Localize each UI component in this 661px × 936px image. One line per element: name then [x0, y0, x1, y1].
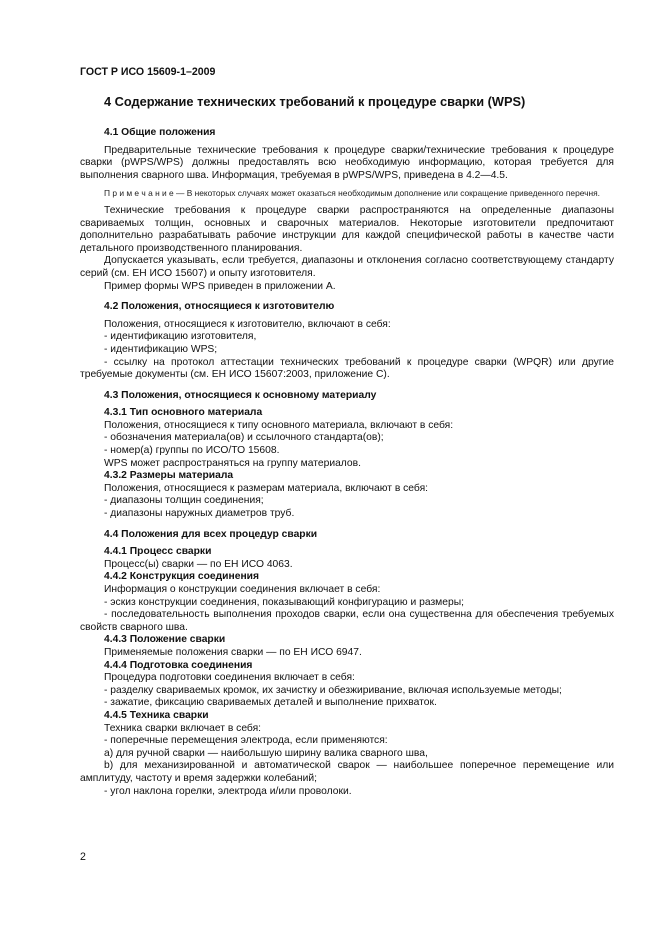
list-item: - диапазоны наружных диаметров труб.: [104, 508, 295, 520]
paragraph: Процесс(ы) сварки — по ЕН ИСО 4063.: [104, 558, 293, 570]
list-item: - поперечные перемещения электрода, если применяются:: [104, 735, 388, 747]
section-4-4-5-title: 4.4.5 Техника сварки: [104, 709, 209, 721]
section-4-4-2-title: 4.4.2 Конструкция соединения: [104, 571, 260, 583]
list-item: - эскиз конструкции соединения, показывающий конфигурацию и размеры;: [104, 596, 464, 608]
paragraph: Техника сварки включает в себя:: [104, 722, 262, 734]
section-4-3-2-title: 4.3.2 Размеры материала: [104, 470, 234, 482]
paragraph: Предварительные технические требования к процедуре сварки/технические требования к процедуре сварки (pWPS/WPS) должны предоставлять всю необходимую информацию, которая требуется для выполнения сварного шва. Информация, требуемая в pWPS/WPS, приведена в 4.2—4.5.: [80, 144, 614, 181]
list-item: - последовательность выполнения проходов сварки, если она существенна для обеспечения требуемых свойств сварного шва.: [80, 609, 614, 633]
paragraph: Пример формы WPS приведен в приложении А.: [104, 280, 336, 292]
section-4-4-title: 4.4 Положения для всех процедур сварки: [104, 528, 318, 540]
section-4-4-4-title: 4.4.4 Подготовка соединения: [104, 659, 253, 671]
paragraph: Допускается указывать, если требуется, диапазоны и отклонения согласно соответствующему стандарту серий (см. ЕН ИСО 15607) и опыту изготовителя.: [80, 255, 614, 279]
list-item: - обозначения материала(ов) и ссылочного стандарта(ов);: [104, 432, 384, 444]
paragraph: Положения, относящиеся к типу основного материала, включают в себя:: [104, 419, 454, 431]
section-4-3-title: 4.3 Положения, относящиеся к основному материалу: [104, 389, 377, 401]
paragraph: Применяемые положения сварки — по ЕН ИСО 6947.: [104, 646, 362, 658]
list-item: a) для ручной сварки — наибольшую ширину валика сварного шва,: [104, 747, 428, 759]
list-item: - идентификацию WPS;: [104, 343, 218, 355]
list-item: - разделку свариваемых кромок, их зачистку и обезжиривание, включая используемые методы;: [104, 684, 562, 696]
paragraph: Положения, относящиеся к изготовителю, включают в себя:: [104, 318, 391, 330]
document-header: ГОСТ Р ИСО 15609-1–2009: [80, 66, 216, 78]
list-item: - зажатие, фиксацию свариваемых деталей и выполнение прихваток.: [104, 697, 437, 709]
paragraph: Процедура подготовки соединения включает в себя:: [104, 672, 355, 684]
section-4-4-1-title: 4.4.1 Процесс сварки: [104, 546, 212, 558]
paragraph: Технические требования к процедуре сварки распространяются на определенные диапазоны свариваемых толщин, основных и сварочных материалов. Некоторые изготовители предпочитают дополнительно разрабатывать рабочие инструкции для каждой специфической работы в качестве части детального производственного планирования.: [80, 204, 614, 254]
list-item: - диапазоны толщин соединения;: [104, 495, 264, 507]
section-4-2-title: 4.2 Положения, относящиеся к изготовителю: [104, 301, 335, 313]
list-item: b) для механизированной и автоматической сварок — наибольшее поперечное перемещение или амплитуду, частоту и время задержки колебаний;: [80, 760, 614, 784]
paragraph: Положения, относящиеся к размерам материала, включают в себя:: [104, 482, 429, 494]
list-item: - ссылку на протокол аттестации технических требований к процедуре сварки (WPQR) или другие требуемые документы (см. ЕН ИСО 15607:2003, приложение С).: [80, 356, 614, 381]
paragraph: Информация о конструкции соединения включает в себя:: [104, 584, 381, 595]
section-4-1-title: 4.1 Общие положения: [104, 127, 216, 138]
list-item: - номер(а) группы по ИСО/ТО 15608.: [104, 445, 280, 457]
list-item: - идентификацию изготовителя,: [104, 331, 257, 343]
page-number: 2: [80, 851, 86, 863]
section-4-4-3-title: 4.4.3 Положение сварки: [104, 634, 226, 646]
list-item: - угол наклона горелки, электрода и/или проволоки.: [104, 785, 352, 797]
document-body: [80, 94, 614, 798]
note: П р и м е ч а н и е — В некоторых случаях может оказаться необходимым дополнение или сокращение приведенного перечня.: [104, 188, 600, 199]
section-4-3-1-title: 4.3.1 Тип основного материала: [104, 407, 263, 419]
section-4-title: 4 Содержание технических требований к процедуре сварки (WPS): [104, 94, 526, 109]
paragraph: WPS может распространяться на группу материалов.: [104, 457, 361, 469]
